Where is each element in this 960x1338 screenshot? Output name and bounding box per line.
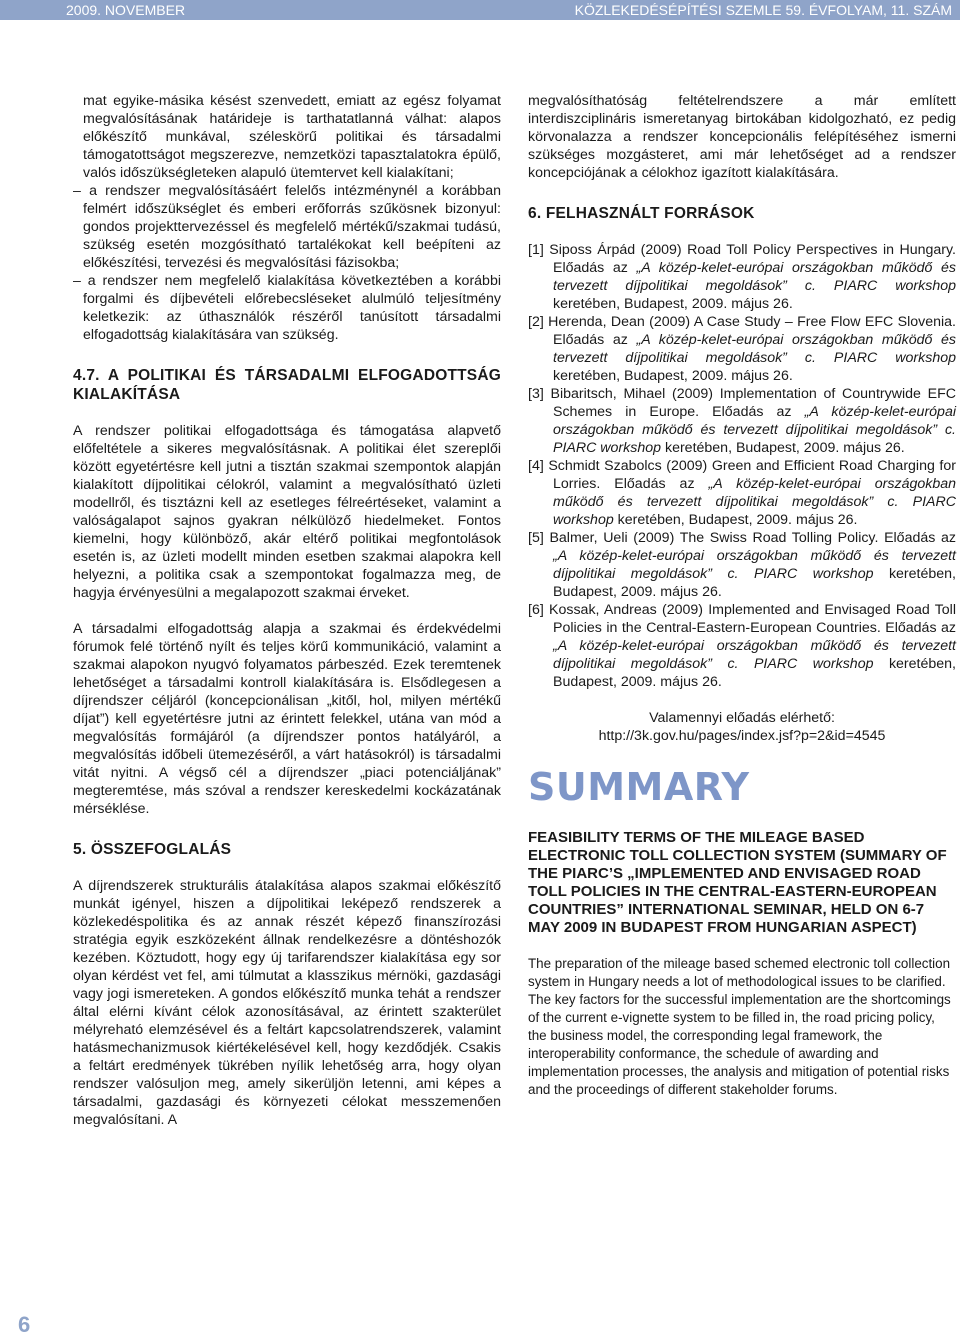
- header-bar: [0, 0, 960, 20]
- header-date: 2009. NOVEMBER: [66, 2, 186, 18]
- section-6-heading: 6. FELHASZNÁLT FORRÁSOK: [528, 205, 755, 222]
- reference-item: [3] Bibaritsch, Mihael (2009) Implementation of Countrywide EFC Schemes in Europe. Előadás az „A közép-kelet-európai országokban működő és tervezett díjpolitikai megoldások” c. PIARC workshop keretében, Budapest, 2009. május 26.: [528, 386, 956, 456]
- bullet-item: – a rendszer megvalósításáért felelős intézménynél a korábban felmért időszükséglet és emberi erőforrás szűkösnek bizonyul: gondos projekttervezéssel és megfelelő mértékű/szakmai tudású, szükség esetén mozgósítható tartalékokat kell beépíteni az előkészítési, tervezési és megvalósítási fázisokba;: [73, 182, 501, 272]
- availability-link[interactable]: http://3k.gov.hu/pages/index.jsf?p=2&id=4545: [598, 728, 886, 744]
- section-5-heading: 5. ÖSSZEFOGLALÁS: [73, 841, 232, 858]
- summary-heading: FEASIBILITY TERMS OF THE MILEAGE BASED ELECTRONIC TOLL COLLECTION SYSTEM (SUMMARY OF THE PIARC’S „IMPLEMENTED AND ENVISAGED ROAD TOLL POLICIES IN THE CENTRAL-EASTERN-EUROPEAN COUNTRIES” INTERNATIONAL SEMINAR, HELD ON 6-7 MAY 2009 IN BUDAPEST FROM HUNGARIAN ASPECT): [528, 829, 947, 936]
- section-5-paragraph: A díjrendszerek strukturális átalakítása alapos szakmai előkészítő munkát igényel, hiszen a díjpolitikai leképező rendszerek a közlekedéspolitika és az annak részét képező finanszírozási stratégia egyik eszközeként állnak rendelkezésre a döntéshozók kezében. Köztudott, hogy egy új tarifarendszer kialakítása egy sor olyan kérdést vet fel, ami túlmutat a klasszikus mérnöki, gazdasági vagy jogi ismereteken. A gondos előkészítő munka tehát a rendszer által elérni kívánt célok azonosításával, az érintett szakterület mélyreható elemzésével és a feltárt kapcsolatrendszerek, valamint hatásmechanizmusok kiértékelésével kell, hogy kezdődjék. Csakis a feltárt eredmények tükrében nyílik lehetőség arra, hogy olyan rendszer valósuljon meg, amely sikerüljön letenni, ami képes a társadalmi, gazdasági és környezeti célokat messzemenően megvalósítani. A: [73, 878, 501, 1128]
- left-column: [73, 92, 501, 1129]
- reference-item: [6] Kossak, Andreas (2009) Implemented and Envisaged Road Toll Policies in the Central-Eastern-European Countries. Előadás az „A közép-kelet-európai országokban működő és tervezett díjpolitikai megoldások” c. PIARC workshop keretében, Budapest, 2009. május 26.: [528, 602, 956, 690]
- left-intro-paragraph: mat egyike-másika késést szenvedett, emiatt az egész folyamat megvalósításának határideje is tarthatatlanná válhat: alapos előkészítő munkával, széleskörű politikai és társadalmi támogatottságot megszerezve, nemzetközi tapasztalatokra épülő, valós időszükségleteken alapuló ütemtervet kell kialakítani;: [83, 93, 501, 181]
- bullet-item: – a rendszer nem megfelelő kialakítása következtében a korábbi forgalmi és díjbevételi előrebecsléseket alulmúló teljesítmény keletkezik: az úthasználók részéről tanúsított társadalmi elfogadottság kialakítására van szükség.: [73, 272, 501, 344]
- right-column: [528, 92, 956, 1099]
- right-intro-paragraph: megvalósíthatóság feltételrendszere a már említett interdiszciplináris ismeretanyag birtokában kidolgozható, ez pedig körvonalazza a rendszer koncepcionális felépítéséhez ismerni szükséges mozgásteret, ami már lehetőséget ad a rendszer koncepciójának a célokhoz igazított kialakítására.: [528, 93, 956, 181]
- summary-body: The preparation of the mileage based schemed electronic toll collection system in Hungary needs a lot of methodological issues to be clarified. The key factors for the successful implementation are the shortcomings of the current e-vignette system to be filled in, the road pricing policy, the business model, the corresponding legal framework, the interoperability conformance, the schedule of awarding and implementation processes, the analysis and mitigation of potential risks and the proceedings of different stakeholder forums.: [528, 956, 951, 1097]
- section-4-7-heading: 4.7. A POLITIKAI ÉS TÁRSADALMI ELFOGADOTTSÁG KIALAKÍTÁSA: [73, 367, 501, 403]
- reference-item: [5] Balmer, Ueli (2009) The Swiss Road Tolling Policy. Előadás az „A közép-kelet-európai országokban működő és tervezett díjpolitikai megoldások” c. PIARC workshop keretében, Budapest, 2009. május 26.: [528, 530, 956, 600]
- reference-item: [4] Schmidt Szabolcs (2009) Green and Efficient Road Charging for Lorries. Előadás az „A közép-kelet-európai országokban működő és tervezett díjpolitikai megoldások” c. PIARC workshop keretében, Budapest, 2009. május 26.: [528, 458, 957, 528]
- section-4-7-paragraph-2: A társadalmi elfogadottság alapja a szakmai és érdekvédelmi fórumok felé történő nyílt és teljes körű kommunikáció, valamint a szakmai alapokon nyugvó folyamatos párbeszéd. Ezek teremtenek lehetőséget a társadalmi kontroll kialakítására is. Elsődlegesen a díjrendszer céljáról (koncepcionálisan „kitől, hol, milyen mértékű díjat”) kell egyetértésre jutni az érintett felekkel, utána van mód a megvalósítás formájáról (a díjrendszer pontos hatályáról, a megvalósítás időbeli ütemezéséről, a várt hatásokról) is társadalmi vitát nyitni. A végső cél a díjrendszer „piaci potenciáljának” megteremtése, más szóval a rendszer kereskedelmi kockázatának mérséklése.: [73, 621, 501, 817]
- summary-title: SUMMARY: [528, 765, 750, 809]
- availability-note: Valamennyi előadás elérhető:: [649, 710, 835, 726]
- reference-item: [2] Herenda, Dean (2009) A Case Study – Free Flow EFC Slovenia. Előadás az „A közép-kelet-európai országokban működő és tervezett díjpolitikai megoldások” c. PIARC workshop keretében, Budapest, 2009. május 26.: [528, 314, 956, 384]
- header-journal: KÖZLEKEDÉSÉPÍTÉSI SZEMLE 59. ÉVFOLYAM, 11. SZÁM: [574, 2, 952, 18]
- section-4-7-paragraph-1: A rendszer politikai elfogadottsága és támogatása alapvető előfeltétele a sikeres megvalósításnak. A politikai élet szereplői között egyetértésre kell jutni a tisztán szakmai szempontok alapján kialakított díjpolitikai célokról, valamint a megvalósítható üzleti modellről, és tisztázni kell az esetleges félreértéseket, valamint a valóságalapot sajnos gyakran nélkülöző hiedelmeket. Fontos kiemelni, hogy különböző, akár eltérő politikai megfontolások esetén is, az üzleti modellt minden esetben szakmai alapokra kell helyezni, a politika csak a szempontokat fogalmazza meg, de hagyja érvényesülni a megalapozott szakmai érveket.: [73, 423, 501, 601]
- reference-list: [528, 241, 956, 691]
- page-number: 6: [18, 1312, 31, 1337]
- reference-item: [1] Siposs Árpád (2009) Road Toll Policy Perspectives in Hungary. Előadás az „A közép-kelet-európai országokban működő és tervezett díjpolitikai megoldások” c. PIARC workshop keretében, Budapest, 2009. május 26.: [528, 242, 956, 312]
